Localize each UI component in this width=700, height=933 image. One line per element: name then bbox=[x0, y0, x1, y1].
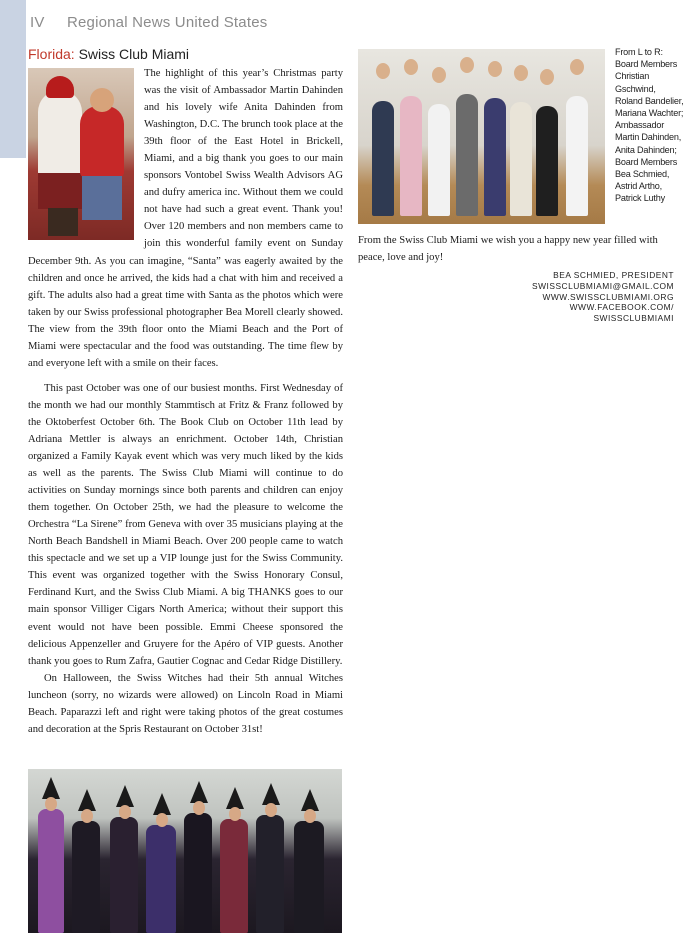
santa-photo bbox=[28, 68, 134, 240]
signature-facebook[interactable]: WWW.FACEBOOK.COM/ bbox=[569, 302, 674, 313]
section-side-tab bbox=[0, 0, 26, 158]
signature-facebook-cont[interactable]: SWISSCLUBMIAMI bbox=[593, 313, 674, 324]
group-photo bbox=[358, 49, 605, 224]
header-title: Regional News United States bbox=[66, 14, 268, 31]
article-body bbox=[28, 65, 343, 738]
headline-club: Swiss Club Miami bbox=[74, 46, 190, 62]
signature-website[interactable]: WWW.SWISSCLUBMIAMI.ORG bbox=[542, 291, 674, 302]
article-headline bbox=[28, 46, 343, 62]
headline-colon: : bbox=[70, 46, 75, 62]
headline-state: Florida bbox=[28, 46, 71, 62]
signature-email[interactable]: SWISSCLUBMIAMI@GMAIL.COM bbox=[532, 280, 674, 291]
paragraph-3: On Halloween, the Swiss Witches had their 5th annual Witches luncheon (sorry, no wizards were allowed) on Lincoln Road in Miami Beach. Paparazzi left and right were taking photos of the great costumes and decoration at the Spris Restaurant on October 31st! bbox=[28, 672, 343, 735]
photo-caption: From L to R: Board Members Christian Gschwind, Roland Bandelier, Mariana Wachter; Ambassador Martin Dahinden, Anita Dahinden; Board Members Bea Schmied, Astrid Artho, Patrick Luthy bbox=[615, 47, 684, 204]
page-header bbox=[30, 14, 267, 31]
closing-message: From the Swiss Club Miami we wish you a happy new year filled with peace, love and joy! bbox=[358, 235, 658, 263]
paragraph-2: This past October was one of our busiest months. First Wednesday of the month we had our monthly Stammtisch at Fritz & Franz followed by the Oktoberfest October 6th. The Book Club on October 11th lead by Adriana Mettler is always an enrichment. October 14th, Christian organized a Family Kayak event which was very much liked by the kids as well as the parents. The Swiss Club Miami will continue to do activities on Sunday mornings since both parents and children can enjoy them together. On October 25th, we had the pleasure to welcome the Orchestra “La Sirene” from Geneva with over 35 musicians playing at the North Beach Bandshell in Miami Beach. Over 200 people came to watch this spectacle and we set up a VIP lounge just for the Swiss Community. This event was organized together with the Swiss Honorary Consul, Ferdinand Kurt, and the Swiss Club Miami. A big THANKS goes to our main sponsor Villiger Cigars North America; without their support this event would not have been possible. Emmi Cheese sponsored the delicious Appenzeller and Gruyere for the Apéro of VIP guests. Another thank you goes to Rum Zafra, Gautier Cognac and Cedar Ridge Distillery. bbox=[28, 382, 343, 667]
witches-photo bbox=[28, 769, 342, 933]
signature-name: BEA SCHMIED, PRESIDENT bbox=[553, 270, 674, 280]
section-number: IV bbox=[30, 14, 45, 31]
signature-block bbox=[532, 270, 674, 324]
paragraph-1: The highlight of this year’s Christmas party was the visit of Ambassador Martin Dahinden and his lovely wife Anita Dahinden from Washington, D.C. The brunch took place at the 39th floor of the East Hotel in Brickell, Miami, and a big thank you goes to our main sponsors Vontobel Swiss Wealth Advisors AG and dufry america inc. Without them we could not have had such a great event. Thank you! Over 120 members and non members came to join this wonderful family event on Sunday December 9th. As you can imagine, “Santa” was eagerly awaited by the children and once he arrived, the kids had a chat with him and received a gift. The adults also had a great time with Santa as the photos which were taken by our Swiss professional photographer Bea Morell clearly showed. The view from the 39th floor onto the Miami Beach and the Port of Miami were spectacular and the food was outstanding. The time flew by and everyone left with a smile on their faces. bbox=[28, 68, 344, 369]
article-column bbox=[28, 46, 343, 738]
